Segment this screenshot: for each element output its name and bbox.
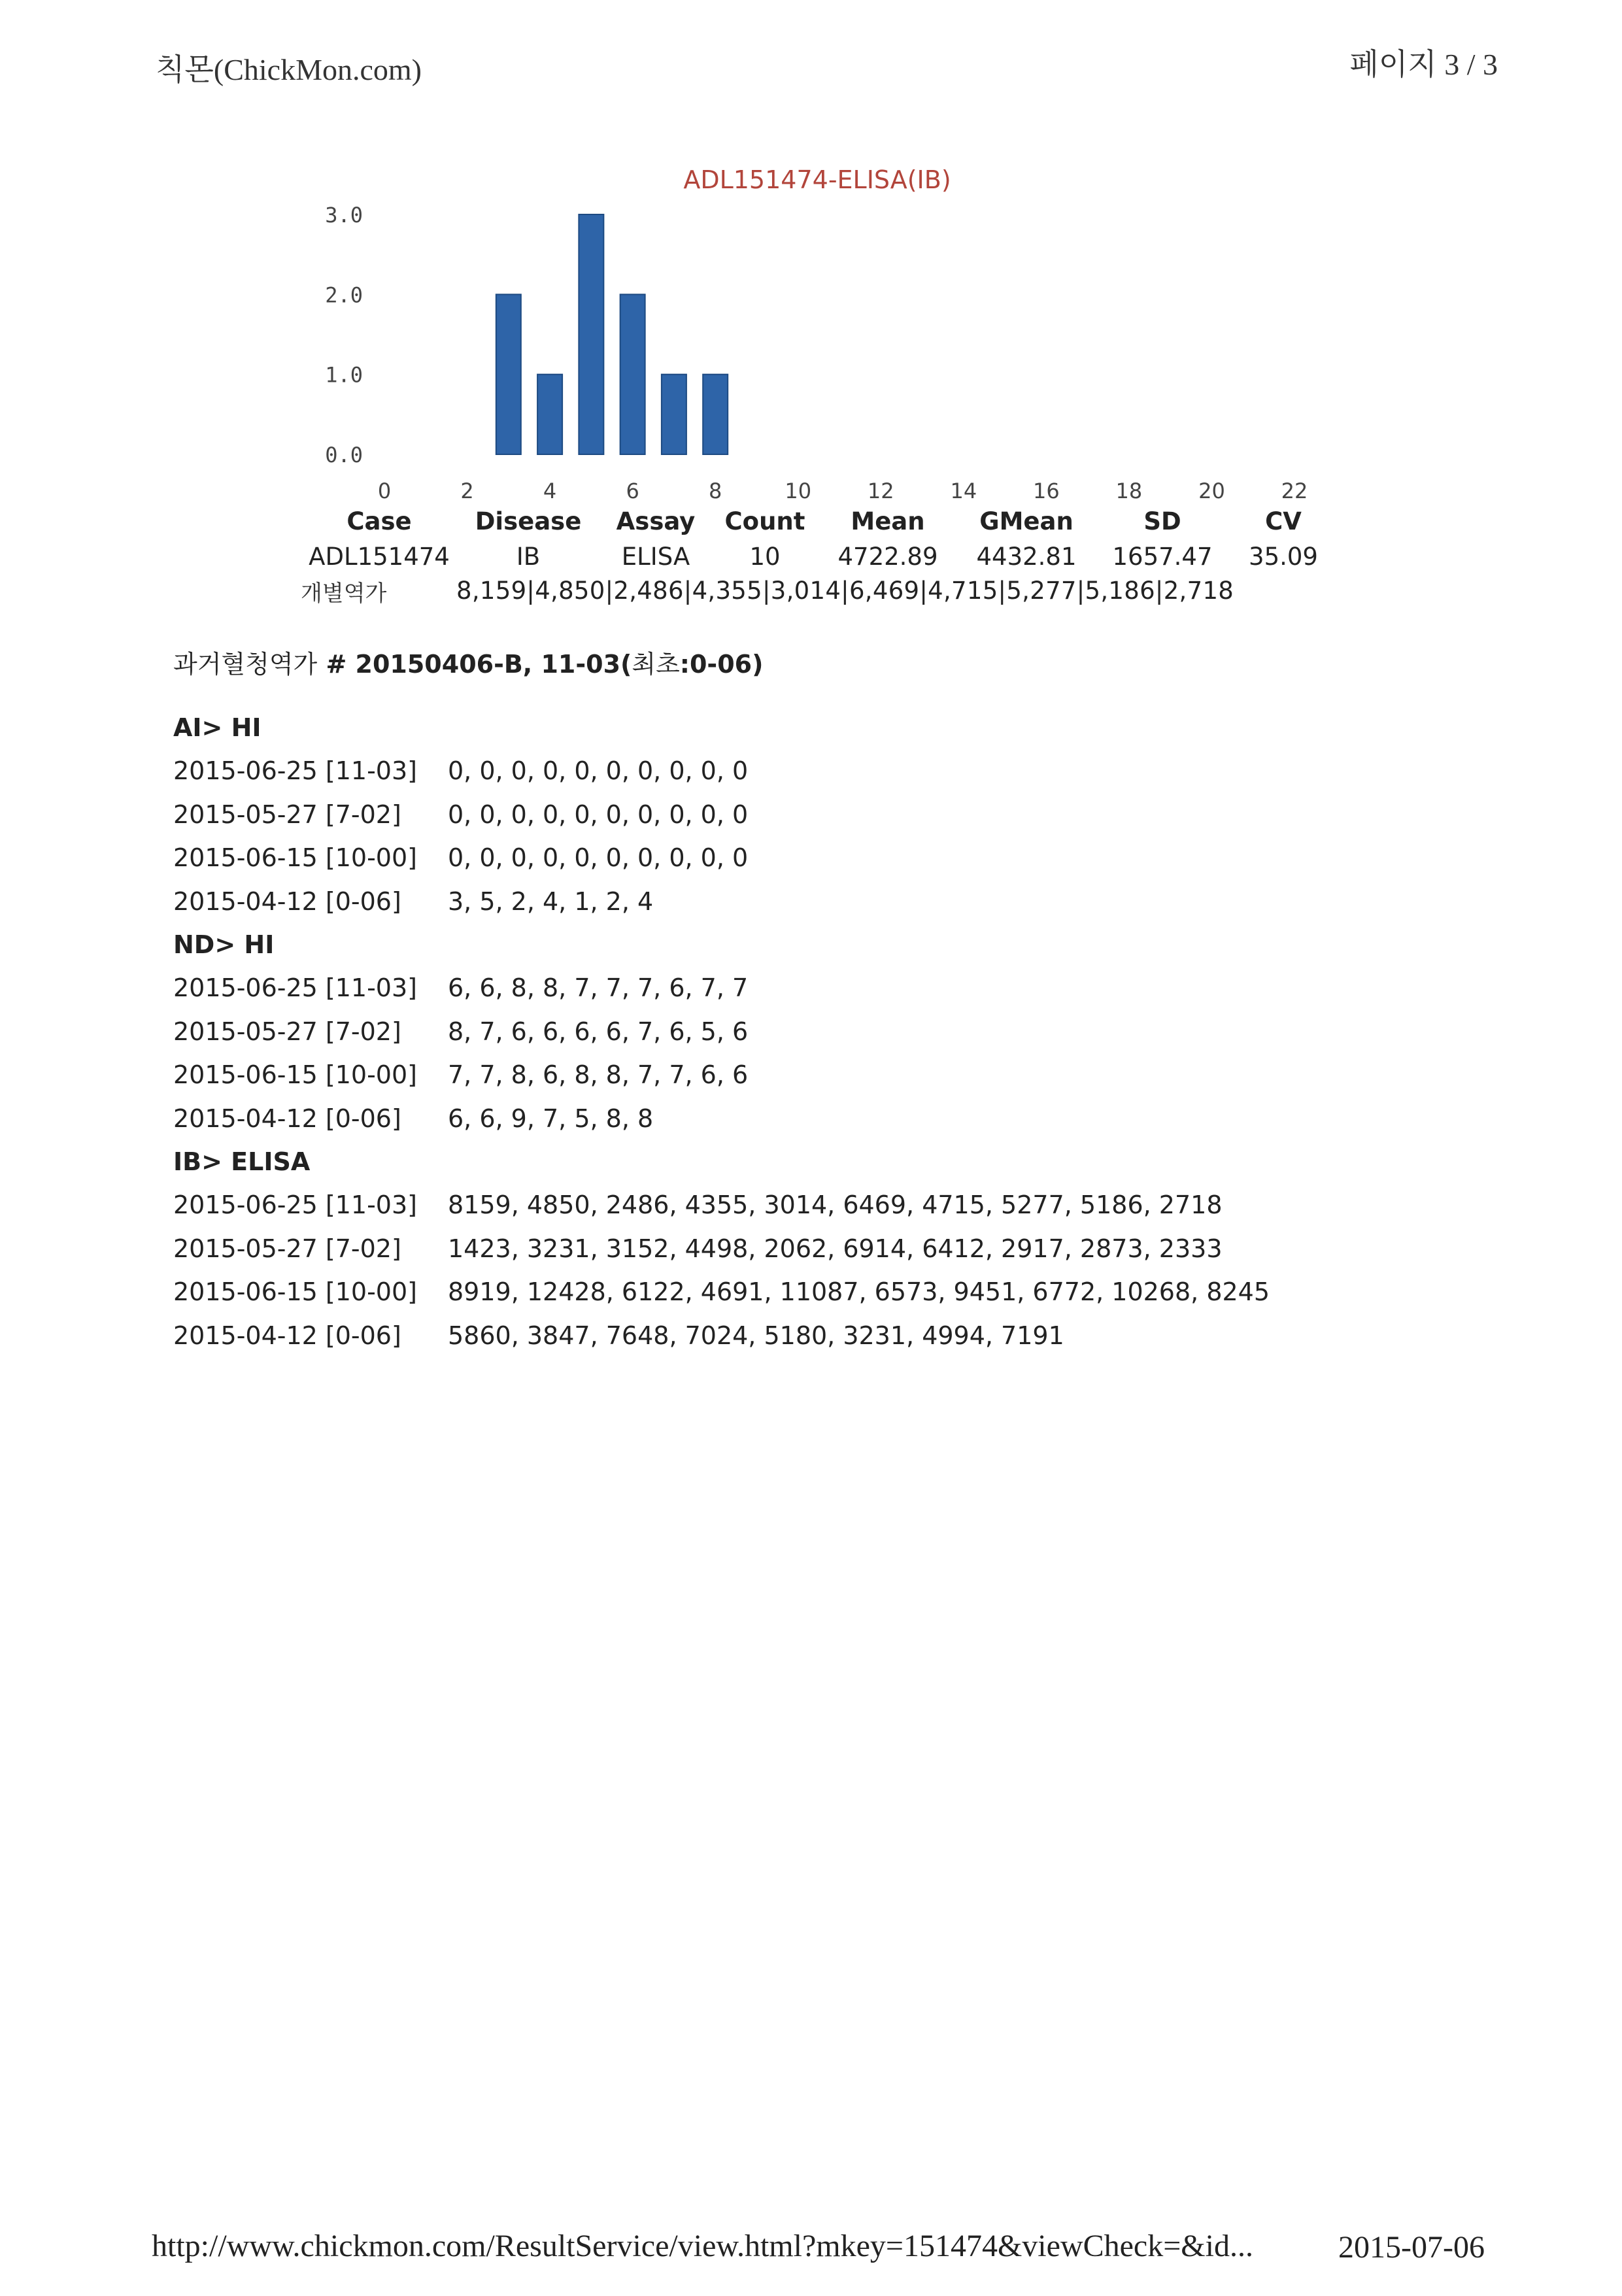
y-tick-label: 3.0 <box>325 203 363 228</box>
history-row-date: 2015-04-12 [0-06] <box>173 1104 401 1133</box>
x-tick-label: 8 <box>709 479 722 503</box>
history-row <box>173 1314 1415 1358</box>
x-tick-label: 4 <box>543 479 557 503</box>
x-tick-label: 10 <box>785 479 812 503</box>
stat-header: Disease <box>475 507 582 535</box>
history-row-date: 2015-05-27 [7-02] <box>173 1017 401 1046</box>
histogram-bar <box>703 375 728 454</box>
histogram-bar <box>662 375 686 454</box>
history-row <box>173 836 1415 880</box>
history-row-values: 0, 0, 0, 0, 0, 0, 0, 0, 0, 0 <box>448 843 749 872</box>
history-row-date: 2015-06-15 [10-00] <box>173 843 417 872</box>
history-row-date: 2015-05-27 [7-02] <box>173 800 401 829</box>
history-row-date: 2015-05-27 [7-02] <box>173 1234 401 1263</box>
footer-date: 2015-07-06 <box>1338 2230 1485 2265</box>
summary-stats <box>288 503 1347 615</box>
x-tick-label: 20 <box>1198 479 1225 503</box>
history-row-values: 8919, 12428, 6122, 4691, 11087, 6573, 9451, 6772, 10268, 8245 <box>448 1277 1270 1306</box>
history-row <box>173 966 1415 1010</box>
history-row-values: 6, 6, 9, 7, 5, 8, 8 <box>448 1104 654 1133</box>
histogram-bar <box>620 294 645 454</box>
x-tick-label: 14 <box>950 479 977 503</box>
x-tick-label: 18 <box>1115 479 1143 503</box>
histogram-bar <box>537 375 562 454</box>
x-tick-label: 12 <box>867 479 894 503</box>
stat-value: 4722.89 <box>837 543 938 571</box>
titer-histogram-chart <box>288 157 1347 510</box>
history-title: 과거혈청역가 # 20150406-B, 11-03(최초:0-06) <box>173 650 764 679</box>
stat-header: Case <box>346 507 412 535</box>
x-tick-label: 2 <box>460 479 474 503</box>
x-tick-label: 6 <box>626 479 639 503</box>
history-row-values: 0, 0, 0, 0, 0, 0, 0, 0, 0, 0 <box>448 800 749 829</box>
x-tick-label: 22 <box>1281 479 1308 503</box>
stat-value: ELISA <box>621 543 690 571</box>
stat-header: GMean <box>979 507 1073 535</box>
stat-header: Count <box>724 507 805 535</box>
history-row-date: 2015-06-25 [11-03] <box>173 756 417 785</box>
individual-titers-label: 개별역가 <box>301 581 387 607</box>
histogram-bar <box>496 294 521 454</box>
y-tick-label: 0.0 <box>325 443 363 467</box>
history-row-date: 2015-04-12 [0-06] <box>173 1321 401 1350</box>
stat-header: Mean <box>851 507 925 535</box>
history-row <box>173 1010 1415 1054</box>
stat-value: 35.09 <box>1249 543 1318 571</box>
stat-value: 4432.81 <box>976 543 1077 571</box>
stat-value: 1657.47 <box>1112 543 1213 571</box>
history-row-values: 0, 0, 0, 0, 0, 0, 0, 0, 0, 0 <box>448 756 749 785</box>
history-row-date: 2015-06-15 [10-00] <box>173 1277 417 1306</box>
history-row <box>173 880 1415 924</box>
individual-titers-values: 8,159|4,850|2,486|4,355|3,014|6,469|4,715|5,277|5,186|2,718 <box>456 577 1234 605</box>
stat-header: Assay <box>616 507 696 535</box>
history-row <box>173 1097 1415 1141</box>
page-number: 페이지 3 / 3 <box>1349 48 1498 81</box>
histogram-bar <box>579 214 603 454</box>
stat-value: ADL151474 <box>309 543 450 571</box>
y-tick-label: 1.0 <box>325 362 363 388</box>
history-row-values: 5860, 3847, 7648, 7024, 5180, 3231, 4994, 7191 <box>448 1321 1064 1350</box>
history-row <box>173 1227 1415 1271</box>
stat-header: SD <box>1143 507 1181 535</box>
history-group-label: ND> HI <box>173 930 275 959</box>
y-tick-label: 2.0 <box>325 282 363 308</box>
stat-value: IB <box>516 543 541 571</box>
history-row-values: 8159, 4850, 2486, 4355, 3014, 6469, 4715, 5277, 5186, 2718 <box>448 1190 1223 1219</box>
history-row <box>173 793 1415 837</box>
history-row-values: 6, 6, 8, 8, 7, 7, 7, 6, 7, 7 <box>448 973 749 1002</box>
stat-header: CV <box>1265 507 1302 535</box>
site-header: 칙몬(ChickMon.com) <box>156 53 422 86</box>
history-row-date: 2015-06-15 [10-00] <box>173 1060 417 1089</box>
history-row-values: 7, 7, 8, 6, 8, 8, 7, 7, 6, 6 <box>448 1060 749 1089</box>
history-row <box>173 1053 1415 1097</box>
history-row-values: 8, 7, 6, 6, 6, 6, 7, 6, 5, 6 <box>448 1017 749 1046</box>
footer-url: http://www.chickmon.com/ResultService/view.html?mkey=151474&viewCheck=&id... <box>152 2229 1253 2263</box>
x-tick-label: 0 <box>377 479 392 503</box>
history-row-values: 1423, 3231, 3152, 4498, 2062, 6914, 6412, 2917, 2873, 2333 <box>448 1234 1223 1263</box>
history-group-label: IB> ELISA <box>173 1147 311 1176</box>
history-row-values: 3, 5, 2, 4, 1, 2, 4 <box>448 886 654 916</box>
history-row <box>173 749 1415 793</box>
stat-value: 10 <box>749 543 781 571</box>
history-row <box>173 1183 1415 1227</box>
x-tick-label: 16 <box>1033 479 1060 503</box>
chart-title: ADL151474-ELISA(IB) <box>683 165 951 194</box>
history-row <box>173 1270 1415 1314</box>
past-serum-titers <box>173 644 1415 1357</box>
history-row-date: 2015-06-25 [11-03] <box>173 973 417 1002</box>
history-row-date: 2015-04-12 [0-06] <box>173 886 401 916</box>
history-row-date: 2015-06-25 [11-03] <box>173 1190 417 1219</box>
history-group-label: AI> HI <box>173 713 262 742</box>
